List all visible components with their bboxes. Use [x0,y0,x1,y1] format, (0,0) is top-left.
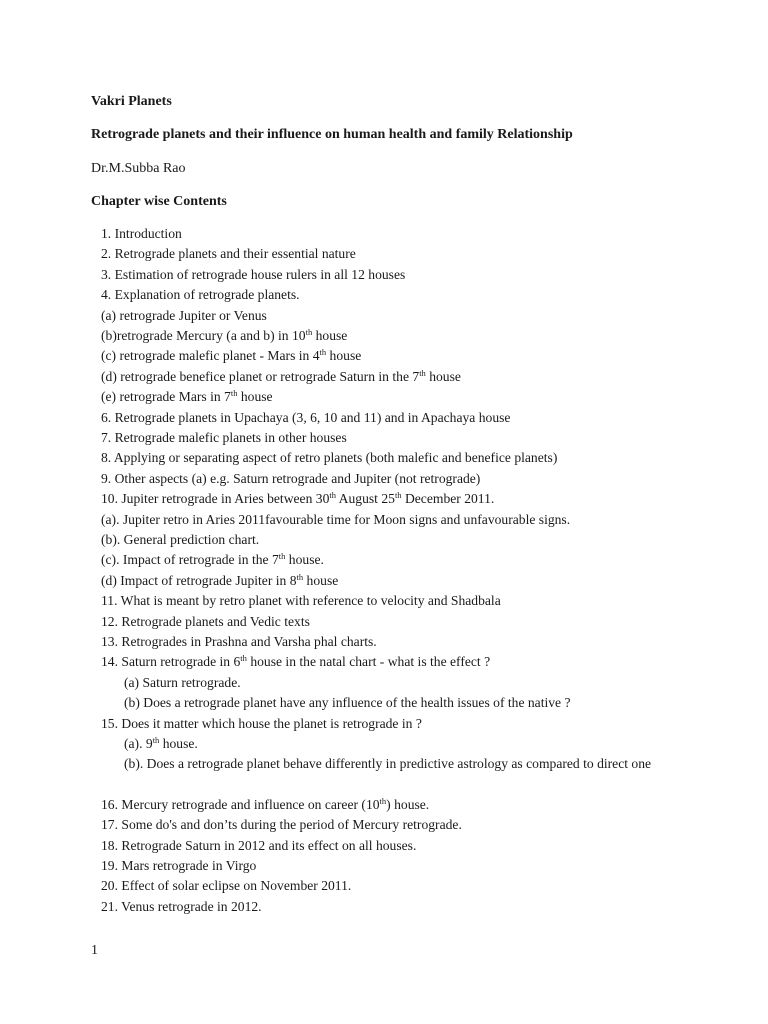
toc-superscript: th [278,551,286,562]
toc-text: ) house. [386,796,430,812]
toc-superscript: th [240,653,247,664]
toc-text: (e) retrograde Mars in 7 [101,389,231,405]
toc-entry [101,308,267,324]
toc-text: house [303,572,339,588]
toc-entry [124,675,241,691]
toc-entry [101,532,259,548]
toc-text: house [425,368,461,384]
toc-entry [101,878,351,894]
toc-text: 4. Explanation of retrograde planets. [101,287,300,303]
toc-entry [101,328,347,344]
toc-text: 19. Mars retrograde in Virgo [101,858,257,873]
toc-superscript: th [394,490,402,501]
toc-text: 11. What is meant by retro planet with reference to velocity and Shadbala [101,593,501,609]
toc-superscript: th [319,347,327,358]
author-name: Dr.M.Subba Rao [91,161,186,176]
toc-text: house [312,328,348,343]
toc-entry [101,348,361,364]
toc-entry [101,491,494,507]
toc-text: house [237,389,273,405]
toc-text: 9. Other aspects (a) e.g. Saturn retrograde and Jupiter (not retrograde) [101,470,481,486]
toc-text: 15. Does it matter which house the planet is retrograde in ? [101,715,422,731]
document-title: Vakri Planets [91,94,172,109]
toc-text: 2. Retrograde planets and their essential nature [101,246,356,262]
toc-text: 21. Venus retrograde in 2012. [101,898,262,914]
toc-text: house in the natal chart - what is the effect ? [246,654,491,670]
toc-superscript: th [230,388,238,399]
toc-entry [101,654,490,670]
toc-entry [101,267,405,283]
toc-text: 3. Estimation of retrograde house rulers in all 12 houses [101,266,406,282]
toc-entry [101,797,429,813]
toc-entry [101,716,422,732]
toc-text: (b) Does a retrograde planet have any influence of the health issues of the native ? [124,695,571,711]
toc-entry [101,430,347,446]
toc-text: 17. Some do's and don’ts during the period of Mercury retrograde. [101,817,462,833]
toc-text: (b). Does a retrograde planet behave differently in predictive astrology as compared to direct one [124,756,652,772]
toc-text: 16. Mercury retrograde and influence on career (10 [101,796,380,812]
toc-text: (c) retrograde malefic planet - Mars in 4 [101,348,320,364]
toc-entry [101,450,557,466]
toc-text: house. [285,552,324,568]
toc-text: (a) Saturn retrograde. [124,674,241,690]
toc-text: 12. Retrograde planets and Vedic texts [101,613,310,629]
toc-entry [101,410,510,426]
toc-text: 7. Retrograde malefic planets in other houses [101,430,347,445]
toc-entry [101,389,273,405]
toc-text: house. [159,736,198,751]
toc-entry [101,573,338,589]
toc-text: (b). General prediction chart. [101,532,260,547]
toc-entry [101,246,356,262]
toc-superscript: th [379,795,387,806]
toc-superscript: th [305,327,313,337]
toc-text: 8. Applying or separating aspect of retro planets (both malefic and benefice planets) [101,450,558,466]
toc-text: 10. Jupiter retrograde in Aries between 30 [101,491,330,507]
toc-entry [101,817,462,833]
toc-text: (a) retrograde Jupiter or Venus [101,307,267,323]
toc-entry [101,838,416,854]
toc-text: (b)retrograde Mercury (a and b) in 10 [101,328,306,343]
toc-text: 1. Introduction [101,226,182,241]
toc-entry [101,634,377,650]
toc-superscript: th [419,367,426,378]
toc-entry [101,226,182,242]
toc-text: August 25 [336,491,395,507]
toc-text: 6. Retrograde planets in Upachaya (3, 6, 10 and 11) and in Apachaya house [101,409,511,425]
toc-entry [101,614,310,630]
toc-text: (a). 9 [124,736,153,751]
toc-entry [101,512,570,528]
toc-superscript: th [329,490,337,501]
toc-text: (c). Impact of retrograde in the 7 [101,552,279,568]
toc-entry [101,899,262,915]
toc-superscript: th [296,571,304,582]
toc-entry [124,695,571,711]
toc-entry [101,552,324,568]
toc-text: (d) retrograde benefice planet or retrograde Saturn in the 7 [101,368,420,384]
toc-entry [101,471,480,487]
toc-text: 18. Retrograde Saturn in 2012 and its effect on all houses. [101,837,417,853]
toc-entry [124,736,198,752]
toc-text: December 2011. [401,491,495,507]
toc-entry [101,858,256,874]
toc-text: 20. Effect of solar eclipse on November 2011. [101,878,352,894]
toc-text: 13. Retrogrades in Prashna and Varsha phal charts. [101,634,377,649]
toc-entry [101,287,300,303]
toc-entry [101,593,501,609]
page-number: 1 [91,943,98,958]
toc-entry [124,756,651,772]
contents-heading: Chapter wise Contents [91,194,227,209]
toc-superscript: th [152,735,160,745]
toc-text: 14. Saturn retrograde in 6 [101,654,241,670]
toc-text: house [326,348,362,364]
toc-text: (a). Jupiter retro in Aries 2011favourable time for Moon signs and unfavourable signs. [101,511,571,527]
document-subtitle: Retrograde planets and their influence on human health and family Relationship [91,127,573,142]
toc-entry [101,369,461,385]
toc-text: (d) Impact of retrograde Jupiter in 8 [101,572,297,588]
